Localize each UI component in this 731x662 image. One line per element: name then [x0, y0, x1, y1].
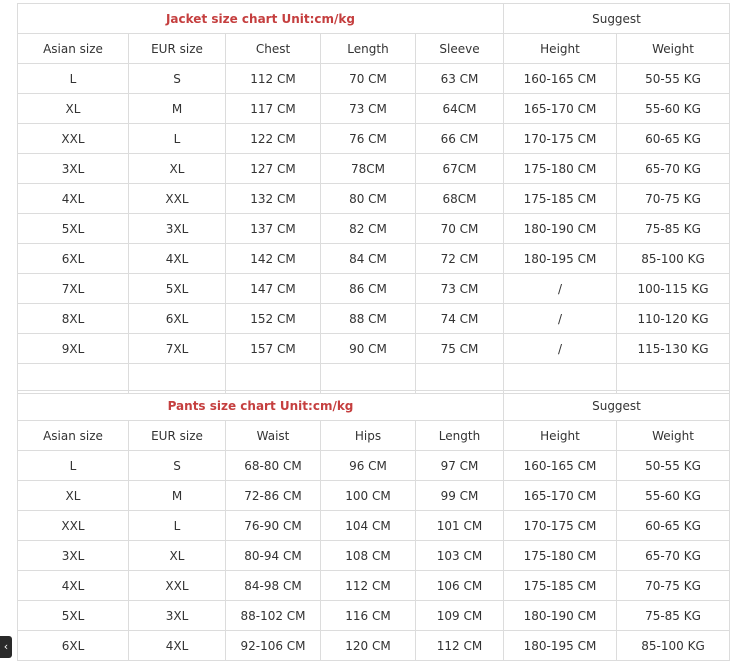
pants-header-row [18, 421, 730, 451]
table-cell: 65-70 KG [617, 154, 730, 184]
table-cell: L [129, 511, 226, 541]
table-cell: 112 CM [321, 571, 416, 601]
table-cell: 84 CM [321, 244, 416, 274]
table-cell: 115-130 KG [617, 334, 730, 364]
table-cell: 78CM [321, 154, 416, 184]
column-header: Hips [321, 421, 416, 451]
table-cell: 100 CM [321, 481, 416, 511]
table-cell: L [18, 64, 129, 94]
pants-size-table [17, 390, 730, 661]
table-cell: 180-190 CM [504, 214, 617, 244]
table-cell: 112 CM [416, 631, 504, 661]
table-cell: 70-75 KG [617, 184, 730, 214]
jacket-suggest-label: Suggest [504, 4, 730, 34]
table-cell: / [504, 274, 617, 304]
table-cell: 55-60 KG [617, 94, 730, 124]
table-cell: 80 CM [321, 184, 416, 214]
table-cell: 88-102 CM [226, 601, 321, 631]
table-cell: / [504, 304, 617, 334]
table-cell: XXL [129, 184, 226, 214]
empty-cell [321, 364, 416, 394]
table-cell: L [18, 451, 129, 481]
table-cell: 60-65 KG [617, 511, 730, 541]
table-cell: XL [18, 481, 129, 511]
table-cell: 106 CM [416, 571, 504, 601]
pants-suggest-label: Suggest [504, 391, 730, 421]
table-cell: 165-170 CM [504, 94, 617, 124]
empty-cell [226, 364, 321, 394]
table-cell: 3XL [18, 541, 129, 571]
table-cell: 104 CM [321, 511, 416, 541]
table-cell: 4XL [129, 244, 226, 274]
table-cell: 3XL [129, 601, 226, 631]
table-cell: 86 CM [321, 274, 416, 304]
table-cell: 99 CM [416, 481, 504, 511]
table-cell: 90 CM [321, 334, 416, 364]
table-cell: 66 CM [416, 124, 504, 154]
table-cell: 7XL [129, 334, 226, 364]
table-row [18, 244, 730, 274]
table-row [18, 451, 730, 481]
table-row [18, 124, 730, 154]
table-cell: 6XL [18, 631, 129, 661]
table-cell: 60-65 KG [617, 124, 730, 154]
table-cell: 180-195 CM [504, 631, 617, 661]
table-cell: 74 CM [416, 304, 504, 334]
table-cell: 70 CM [416, 214, 504, 244]
table-cell: 92-106 CM [226, 631, 321, 661]
table-row [18, 94, 730, 124]
table-row [18, 601, 730, 631]
table-cell: 175-185 CM [504, 184, 617, 214]
chevron-left-icon[interactable]: ‹ [0, 636, 12, 658]
table-cell: 76 CM [321, 124, 416, 154]
table-cell: 8XL [18, 304, 129, 334]
empty-row [18, 364, 730, 394]
table-cell: 175-180 CM [504, 154, 617, 184]
table-cell: 160-165 CM [504, 451, 617, 481]
table-cell: 175-185 CM [504, 571, 617, 601]
table-cell: 50-55 KG [617, 64, 730, 94]
table-cell: 4XL [129, 631, 226, 661]
empty-cell [416, 364, 504, 394]
table-cell: XL [129, 154, 226, 184]
table-row [18, 511, 730, 541]
jacket-size-table [17, 3, 730, 394]
table-cell: 75-85 KG [617, 601, 730, 631]
table-cell: 64CM [416, 94, 504, 124]
table-cell: XL [18, 94, 129, 124]
empty-cell [18, 364, 129, 394]
table-cell: 80-94 CM [226, 541, 321, 571]
table-cell: 152 CM [226, 304, 321, 334]
table-cell: 122 CM [226, 124, 321, 154]
table-cell: L [129, 124, 226, 154]
table-row [18, 274, 730, 304]
table-cell: 132 CM [226, 184, 321, 214]
table-cell: 82 CM [321, 214, 416, 244]
empty-cell [129, 364, 226, 394]
table-cell: 127 CM [226, 154, 321, 184]
table-row [18, 214, 730, 244]
table-cell: M [129, 481, 226, 511]
table-cell: 108 CM [321, 541, 416, 571]
table-cell: 147 CM [226, 274, 321, 304]
pants-title-row [18, 391, 730, 421]
table-row [18, 154, 730, 184]
empty-cell [504, 364, 617, 394]
table-cell: 3XL [129, 214, 226, 244]
table-cell: 72-86 CM [226, 481, 321, 511]
table-cell: 73 CM [416, 274, 504, 304]
table-cell: 88 CM [321, 304, 416, 334]
table-cell: 68-80 CM [226, 451, 321, 481]
column-header: Height [504, 421, 617, 451]
empty-cell [617, 364, 730, 394]
table-cell: 110-120 KG [617, 304, 730, 334]
table-cell: 5XL [18, 214, 129, 244]
table-cell: XXL [18, 511, 129, 541]
table-cell: 117 CM [226, 94, 321, 124]
jacket-title: Jacket size chart Unit:cm/kg [18, 4, 504, 34]
column-header: Length [321, 34, 416, 64]
table-cell: 96 CM [321, 451, 416, 481]
table-cell: 180-195 CM [504, 244, 617, 274]
table-cell: 6XL [18, 244, 129, 274]
table-cell: XXL [129, 571, 226, 601]
table-cell: 73 CM [321, 94, 416, 124]
column-header: Length [416, 421, 504, 451]
table-row [18, 541, 730, 571]
table-cell: XL [129, 541, 226, 571]
table-cell: 175-180 CM [504, 541, 617, 571]
table-cell: 72 CM [416, 244, 504, 274]
column-header: Asian size [18, 421, 129, 451]
table-row [18, 334, 730, 364]
table-cell: 84-98 CM [226, 571, 321, 601]
table-row [18, 64, 730, 94]
table-cell: 67CM [416, 154, 504, 184]
table-cell: 116 CM [321, 601, 416, 631]
column-header: EUR size [129, 421, 226, 451]
table-cell: 137 CM [226, 214, 321, 244]
table-cell: 70-75 KG [617, 571, 730, 601]
table-cell: 6XL [129, 304, 226, 334]
table-cell: 4XL [18, 571, 129, 601]
jacket-title-row [18, 4, 730, 34]
table-cell: 180-190 CM [504, 601, 617, 631]
table-cell: 112 CM [226, 64, 321, 94]
table-cell: M [129, 94, 226, 124]
column-header: Asian size [18, 34, 129, 64]
table-cell: S [129, 64, 226, 94]
column-header: Weight [617, 421, 730, 451]
table-cell: 97 CM [416, 451, 504, 481]
table-cell: 63 CM [416, 64, 504, 94]
table-cell: 85-100 KG [617, 244, 730, 274]
table-cell: 160-165 CM [504, 64, 617, 94]
table-cell: 75 CM [416, 334, 504, 364]
table-cell: 3XL [18, 154, 129, 184]
table-cell: 100-115 KG [617, 274, 730, 304]
table-cell: 4XL [18, 184, 129, 214]
table-cell: 142 CM [226, 244, 321, 274]
table-cell: 68CM [416, 184, 504, 214]
table-cell: 165-170 CM [504, 481, 617, 511]
column-header: Sleeve [416, 34, 504, 64]
table-cell: 157 CM [226, 334, 321, 364]
table-cell: 103 CM [416, 541, 504, 571]
table-cell: 76-90 CM [226, 511, 321, 541]
table-cell: / [504, 334, 617, 364]
column-header: Weight [617, 34, 730, 64]
jacket-header-row [18, 34, 730, 64]
table-cell: 85-100 KG [617, 631, 730, 661]
table-cell: 9XL [18, 334, 129, 364]
table-cell: XXL [18, 124, 129, 154]
table-cell: 120 CM [321, 631, 416, 661]
table-row [18, 184, 730, 214]
table-cell: 70 CM [321, 64, 416, 94]
table-cell: S [129, 451, 226, 481]
table-row [18, 571, 730, 601]
pants-title: Pants size chart Unit:cm/kg [18, 391, 504, 421]
table-cell: 5XL [18, 601, 129, 631]
table-row [18, 304, 730, 334]
table-cell: 170-175 CM [504, 124, 617, 154]
table-cell: 7XL [18, 274, 129, 304]
table-cell: 75-85 KG [617, 214, 730, 244]
table-cell: 101 CM [416, 511, 504, 541]
column-header: EUR size [129, 34, 226, 64]
column-header: Chest [226, 34, 321, 64]
table-cell: 170-175 CM [504, 511, 617, 541]
table-row [18, 481, 730, 511]
table-cell: 50-55 KG [617, 451, 730, 481]
column-header: Waist [226, 421, 321, 451]
table-cell: 5XL [129, 274, 226, 304]
table-cell: 55-60 KG [617, 481, 730, 511]
column-header: Height [504, 34, 617, 64]
table-cell: 109 CM [416, 601, 504, 631]
table-cell: 65-70 KG [617, 541, 730, 571]
table-row [18, 631, 730, 661]
